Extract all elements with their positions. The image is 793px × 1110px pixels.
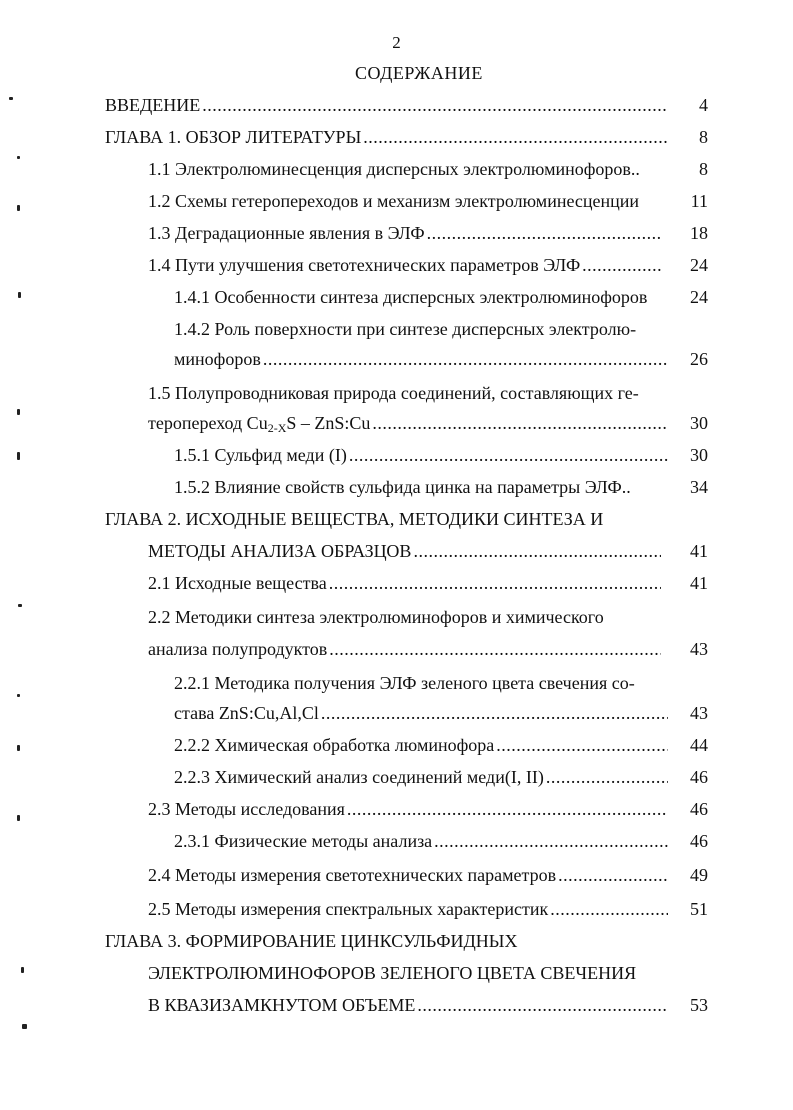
- toc-entry[interactable]: [148, 863, 670, 887]
- scan-mark: [21, 967, 24, 973]
- toc-entry-label: ВВЕДЕНИЕ: [105, 95, 201, 115]
- toc-entry-label: 2.3 Методы исследования: [148, 799, 345, 819]
- toc-page-number: 11: [690, 191, 708, 211]
- toc-page-number: 41: [690, 573, 708, 593]
- toc-entry-continuation[interactable]: [148, 637, 663, 661]
- toc-entry-label: 2.2.3 Химический анализ соединений меди(I, II): [174, 767, 544, 787]
- toc-entry[interactable]: [174, 443, 670, 467]
- toc-entry-label: става ZnS:Cu,Al,Cl: [174, 703, 319, 723]
- scan-mark: [17, 452, 20, 460]
- toc-entry-label: 2.2.2 Химическая обработка люминофора: [174, 735, 495, 755]
- toc-page-number: 46: [690, 767, 708, 787]
- page-number: 2: [392, 33, 401, 52]
- toc-entry[interactable]: [174, 765, 670, 789]
- scan-mark: [22, 1024, 27, 1029]
- toc-page-number: 34: [690, 477, 708, 497]
- toc-page-number: 44: [690, 735, 708, 755]
- toc-page-number: 26: [690, 349, 708, 369]
- toc-entry[interactable]: [148, 797, 670, 821]
- toc-page-number: 24: [690, 255, 708, 275]
- toc-entry[interactable]: [174, 829, 670, 853]
- toc-entry-label: 2.4 Методы измерения светотехнических параметров: [148, 865, 557, 885]
- toc-entry[interactable]: [174, 317, 670, 341]
- toc-entry[interactable]: [148, 897, 670, 921]
- toc-entry-label: ГЛАВА 1. ОБЗОР ЛИТЕРАТУРЫ: [105, 127, 362, 147]
- scan-mark: [17, 694, 20, 697]
- toc-entry[interactable]: [148, 253, 663, 277]
- toc-page-number: 30: [690, 445, 708, 465]
- toc-entry-label: теропереход $Cu_{2-X}S$ – ZnS:Cu: [148, 413, 371, 435]
- toc-entry-continuation[interactable]: [148, 993, 670, 1017]
- toc-entry[interactable]: [148, 571, 663, 595]
- toc-entry-label: минофоров: [174, 349, 261, 369]
- toc-entry-label: ГЛАВА 2. ИСХОДНЫЕ ВЕЩЕСТВА, МЕТОДИКИ СИНТЕЗА И: [105, 509, 604, 529]
- toc-page-number: 41: [690, 541, 708, 561]
- toc-page-number: 43: [690, 639, 708, 659]
- toc-entry-continuation[interactable]: [148, 411, 670, 435]
- toc-entry-label: 1.5.1 Сульфид меди (I): [174, 445, 347, 465]
- scan-mark: [17, 156, 20, 159]
- toc-page-number: 49: [690, 865, 708, 885]
- toc-entry-label: анализа полупродуктов: [148, 639, 328, 659]
- toc-page-number: 46: [690, 799, 708, 819]
- toc-entry-label: В КВАЗИЗАМКНУТОМ ОБЪЕМЕ: [148, 995, 416, 1015]
- scan-mark: [9, 97, 13, 100]
- toc-entry-label: 2.5 Методы измерения спектральных характеристик: [148, 899, 549, 919]
- toc-entry[interactable]: [174, 671, 670, 695]
- scan-mark: [17, 205, 20, 211]
- scan-mark: [17, 745, 20, 751]
- toc-page-number: 8: [699, 127, 708, 147]
- scan-mark: [17, 815, 20, 821]
- toc-entry-label: 1.4.1 Особенности синтеза дисперсных электролюминофоров: [174, 287, 648, 307]
- toc-page-number: 8: [699, 159, 708, 179]
- toc-page-number: 4: [699, 95, 708, 115]
- toc-entry-label: 2.2.1 Методика получения ЭЛФ зеленого цвета свечения со-: [174, 673, 635, 693]
- toc-entry-label: 2.2 Методики синтеза электролюминофоров и химического: [148, 607, 604, 627]
- toc-entry-label: 1.1 Электролюминесценция дисперсных электролюминофоров..: [148, 159, 640, 179]
- toc-page-number: 18: [690, 223, 708, 243]
- toc-entry[interactable]: [148, 221, 663, 245]
- toc-entry[interactable]: [148, 189, 670, 213]
- toc-entry-label: МЕТОДЫ АНАЛИЗА ОБРАЗЦОВ: [148, 541, 412, 561]
- scan-mark: [17, 409, 20, 415]
- toc-entry[interactable]: [148, 157, 670, 181]
- toc-entry-continuation[interactable]: [148, 539, 663, 563]
- toc-page-number: 46: [690, 831, 708, 851]
- toc-page-number: 43: [690, 703, 708, 723]
- toc-entry[interactable]: [105, 507, 670, 531]
- toc-page-number: 24: [690, 287, 708, 307]
- toc-entry[interactable]: [105, 125, 670, 149]
- toc-entry[interactable]: [148, 605, 670, 629]
- toc-entry-label: 1.5 Полупроводниковая природа соединений, составляющих ге-: [148, 383, 639, 403]
- toc-entry[interactable]: [148, 381, 670, 405]
- toc-page-number: 30: [690, 413, 708, 433]
- toc-entry-label: 1.3 Деградационные явления в ЭЛФ: [148, 223, 425, 243]
- toc-entry[interactable]: [174, 285, 670, 309]
- toc-entry-continuation: ЭЛЕКТРОЛЮМИНОФОРОВ ЗЕЛЕНОГО ЦВЕТА СВЕЧЕНИЯ: [148, 963, 637, 983]
- toc-entry-continuation[interactable]: [174, 701, 670, 725]
- toc-page-number: 53: [690, 995, 708, 1015]
- toc-entry-label: 1.4 Пути улучшения светотехнических параметров ЭЛФ: [148, 255, 581, 275]
- toc-page-number: 51: [690, 899, 708, 919]
- toc-entry[interactable]: [174, 733, 670, 757]
- toc-entry[interactable]: [105, 929, 670, 953]
- scan-mark: [18, 292, 21, 298]
- toc-entry-label: 1.2 Схемы гетеропереходов и механизм электролюминесценции: [148, 191, 640, 211]
- scan-mark: [18, 604, 22, 607]
- toc-entry-label: 1.4.2 Роль поверхности при синтезе дисперсных электролю-: [174, 319, 637, 339]
- toc-entry-label: 1.5.2 Влияние свойств сульфида цинка на параметры ЭЛФ..: [174, 477, 631, 497]
- toc-entry-continuation[interactable]: [174, 347, 670, 371]
- toc-title: СОДЕРЖАНИЕ: [355, 63, 483, 83]
- toc-entry[interactable]: [174, 475, 670, 499]
- toc-entry-label: 2.3.1 Физические методы анализа: [174, 831, 433, 851]
- toc-entry[interactable]: [105, 93, 670, 117]
- toc-entry-label: ГЛАВА 3. ФОРМИРОВАНИЕ ЦИНКСУЛЬФИДНЫХ: [105, 931, 518, 951]
- toc-entry-label: 2.1 Исходные вещества: [148, 573, 327, 593]
